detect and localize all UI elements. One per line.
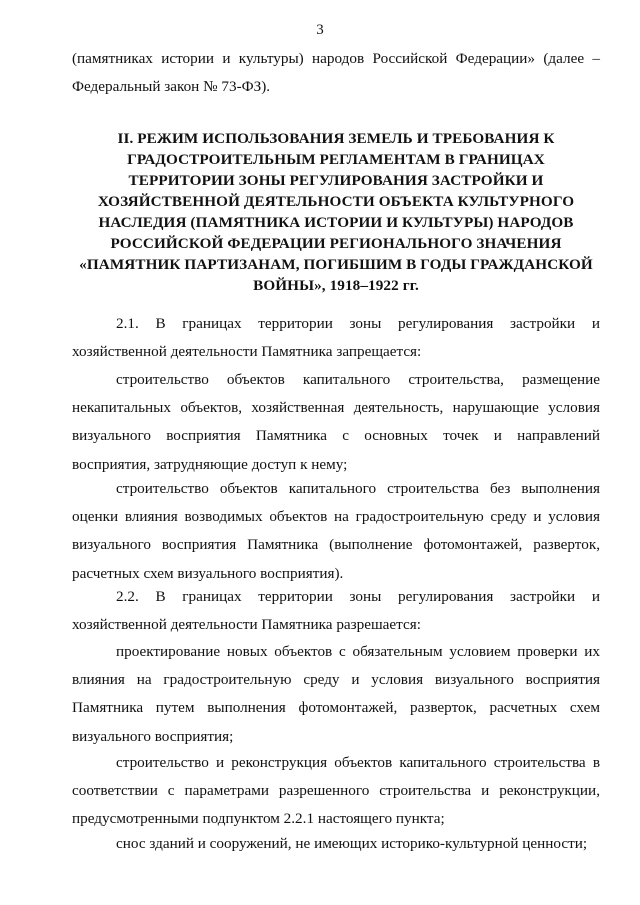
- text-line: (памятниках истории и культуры) народов Российской Федерации» (далее –: [72, 50, 600, 67]
- heading-line: ГРАДОСТРОИТЕЛЬНЫМ РЕГЛАМЕНТАМ В ГРАНИЦАХ: [127, 151, 545, 168]
- text-line: снос зданий и сооружений, не имеющих историко-культурной ценности;: [116, 835, 588, 852]
- section-heading: [60, 128, 612, 296]
- heading-line: ВОЙНЫ», 1918–1922 гг.: [253, 277, 419, 294]
- text-line: оценки влияния возводимых объектов на градостроительную среду и условия: [72, 508, 600, 526]
- text-line: 2.2. В границах территории зоны регулирования застройки и: [116, 588, 600, 605]
- text-line: 2.1. В границах территории зоны регулирования застройки и: [116, 315, 600, 332]
- text-line: визуального восприятия Памятника с основных точек и направлений: [72, 427, 600, 445]
- heading-line: II. РЕЖИМ ИСПОЛЬЗОВАНИЯ ЗЕМЕЛЬ И ТРЕБОВАНИЯ К: [117, 130, 555, 147]
- text-line: соответствии с параметрами разрешенного строительства и реконструкции,: [72, 782, 600, 800]
- text-line: хозяйственной деятельности Памятника запрещается:: [72, 343, 422, 361]
- paragraph-2-2: [72, 583, 600, 639]
- page-number: 3: [316, 22, 324, 38]
- intro-paragraph: [72, 45, 600, 101]
- text-line: некапитальных объектов, хозяйственная деятельность, нарушающие условия: [72, 399, 600, 417]
- text-line: расчетных схем визуального восприятия).: [72, 564, 344, 582]
- text-line: строительство объектов капитального строительства без выполнения: [116, 480, 600, 497]
- text-line: визуального восприятия Памятника (выполнение фотомонтажей, разверток,: [72, 536, 600, 554]
- text-line: Федеральный закон № 73-ФЗ).: [72, 78, 271, 96]
- heading-line: РОССИЙСКОЙ ФЕДЕРАЦИИ РЕГИОНАЛЬНОГО ЗНАЧЕНИЯ: [110, 235, 562, 252]
- paragraph-prohibited-2: [72, 475, 600, 588]
- text-line: строительство объектов капитального строительства, размещение: [116, 371, 600, 388]
- text-line: Памятника путем выполнения фотомонтажей, разверток, расчетных схем: [72, 699, 600, 717]
- heading-line: ХОЗЯЙСТВЕННОЙ ДЕЯТЕЛЬНОСТИ ОБЪЕКТА КУЛЬТУРНОГО: [97, 193, 575, 210]
- heading-line: НАСЛЕДИЯ (ПАМЯТНИКА ИСТОРИИ И КУЛЬТУРЫ) НАРОДОВ: [98, 214, 574, 231]
- heading-line: ТЕРРИТОРИИ ЗОНЫ РЕГУЛИРОВАНИЯ ЗАСТРОЙКИ И: [128, 172, 544, 189]
- text-line: проектирование новых объектов с обязательным условием проверки их: [116, 643, 600, 660]
- paragraph-prohibited-1: [72, 366, 600, 479]
- paragraph-2-1: [72, 310, 600, 366]
- text-line: хозяйственной деятельности Памятника разрешается:: [72, 616, 421, 634]
- text-line: влияния на градостроительную среду и условия визуального восприятия: [72, 671, 600, 689]
- heading-line: «ПАМЯТНИК ПАРТИЗАНАМ, ПОГИБШИМ В ГОДЫ ГРАЖДАНСКОЙ: [79, 256, 593, 273]
- paragraph-permitted-1: [72, 638, 600, 751]
- paragraph-permitted-2: [72, 749, 600, 834]
- text-line: строительство и реконструкция объектов капитального строительства в: [116, 754, 600, 771]
- paragraph-permitted-3: [72, 830, 600, 858]
- text-line: восприятия, затрудняющие доступ к нему;: [72, 455, 348, 473]
- text-line: визуального восприятия;: [72, 727, 234, 745]
- text-line: предусмотренными подпунктом 2.2.1 настоящего пункта;: [72, 810, 445, 828]
